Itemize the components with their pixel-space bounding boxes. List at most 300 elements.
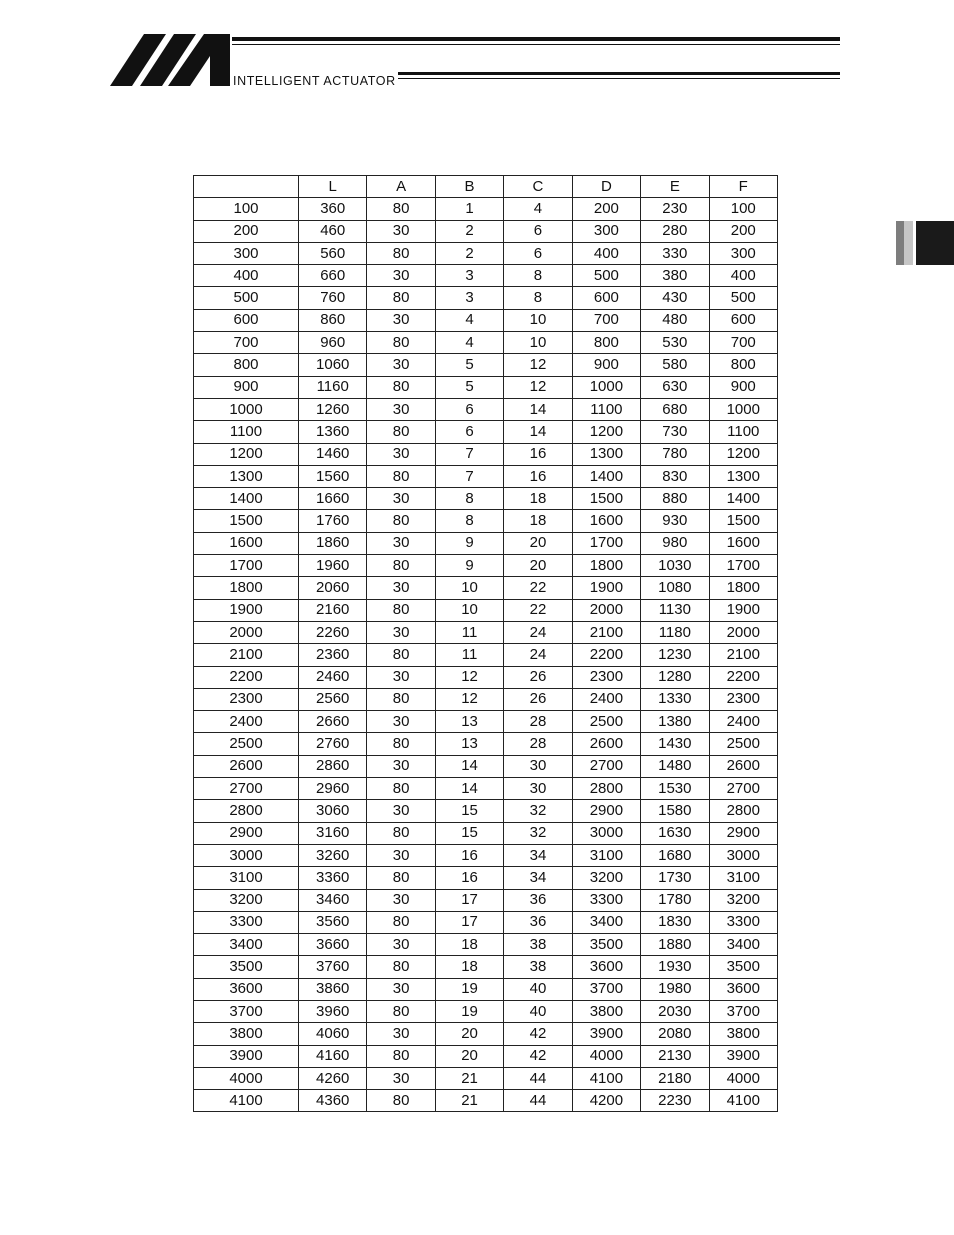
table-cell: 400 [194, 265, 299, 287]
table-cell: 3700 [194, 1000, 299, 1022]
table-row [194, 688, 778, 710]
table-cell: 2160 [299, 599, 367, 621]
table-cell: 1400 [709, 488, 777, 510]
table-cell: 3760 [299, 956, 367, 978]
table-cell: 30 [367, 800, 435, 822]
table-cell: 1360 [299, 421, 367, 443]
table-cell: 460 [299, 220, 367, 242]
table-cell: 4360 [299, 1090, 367, 1112]
table-row [194, 711, 778, 733]
table-cell: 1700 [709, 555, 777, 577]
table-cell: 1980 [641, 978, 709, 1000]
table-cell: 38 [504, 956, 572, 978]
table-cell: 2960 [299, 778, 367, 800]
table-cell: 2900 [572, 800, 640, 822]
table-cell: 4100 [709, 1090, 777, 1112]
table-cell: 30 [367, 1023, 435, 1045]
header-rule-top [232, 37, 840, 41]
table-cell: 3900 [572, 1023, 640, 1045]
table-cell: 6 [435, 398, 503, 420]
column-header: L [299, 176, 367, 198]
iai-logo [110, 34, 232, 86]
table-row [194, 733, 778, 755]
table-cell: 80 [367, 510, 435, 532]
table-cell: 2200 [194, 666, 299, 688]
table-cell: 700 [194, 332, 299, 354]
table-cell: 900 [709, 376, 777, 398]
table-cell: 1880 [641, 934, 709, 956]
table-cell: 3500 [194, 956, 299, 978]
table-cell: 1200 [572, 421, 640, 443]
table-cell: 2180 [641, 1067, 709, 1089]
table-cell: 3400 [709, 934, 777, 956]
table-cell: 18 [504, 510, 572, 532]
table-cell: 30 [367, 443, 435, 465]
table-cell: 3600 [709, 978, 777, 1000]
table-cell: 200 [709, 220, 777, 242]
table-cell: 2060 [299, 577, 367, 599]
table-cell: 1300 [572, 443, 640, 465]
table-cell: 560 [299, 242, 367, 264]
table-cell: 1500 [194, 510, 299, 532]
table-cell: 980 [641, 532, 709, 554]
table-cell: 2 [435, 242, 503, 264]
table-cell: 38 [504, 934, 572, 956]
table-row [194, 956, 778, 978]
column-header [194, 176, 299, 198]
table-row [194, 867, 778, 889]
table-cell: 1630 [641, 822, 709, 844]
table-cell: 760 [299, 287, 367, 309]
table-row [194, 198, 778, 220]
chapter-tab [896, 221, 954, 265]
table-cell: 3800 [572, 1000, 640, 1022]
table-cell: 1730 [641, 867, 709, 889]
table-cell: 900 [572, 354, 640, 376]
table-cell: 2500 [572, 711, 640, 733]
table-cell: 1300 [709, 465, 777, 487]
table-cell: 30 [367, 934, 435, 956]
table-cell: 19 [435, 1000, 503, 1022]
table-cell: 3660 [299, 934, 367, 956]
table-row [194, 666, 778, 688]
table-cell: 1700 [572, 532, 640, 554]
table-cell: 30 [367, 309, 435, 331]
table-cell: 80 [367, 822, 435, 844]
table-cell: 80 [367, 911, 435, 933]
table-cell: 800 [709, 354, 777, 376]
table-row [194, 599, 778, 621]
table-cell: 2600 [709, 755, 777, 777]
table-cell: 1060 [299, 354, 367, 376]
table-cell: 3500 [572, 934, 640, 956]
table-cell: 30 [367, 577, 435, 599]
table-cell: 22 [504, 577, 572, 599]
table-cell: 6 [504, 242, 572, 264]
table-cell: 2360 [299, 644, 367, 666]
table-cell: 80 [367, 1000, 435, 1022]
table-cell: 900 [194, 376, 299, 398]
table-cell: 32 [504, 822, 572, 844]
table-cell: 1130 [641, 599, 709, 621]
table-cell: 2100 [709, 644, 777, 666]
table-cell: 2100 [194, 644, 299, 666]
table-row [194, 644, 778, 666]
table-cell: 400 [709, 265, 777, 287]
table-cell: 6 [504, 220, 572, 242]
table-cell: 1960 [299, 555, 367, 577]
table-cell: 14 [435, 755, 503, 777]
column-header: F [709, 176, 777, 198]
table-row [194, 443, 778, 465]
header-rule-mid [398, 72, 840, 75]
table-cell: 1460 [299, 443, 367, 465]
table-cell: 1780 [641, 889, 709, 911]
table-cell: 3700 [709, 1000, 777, 1022]
table-cell: 500 [709, 287, 777, 309]
table-cell: 30 [504, 778, 572, 800]
table-cell: 30 [367, 889, 435, 911]
table-cell: 1330 [641, 688, 709, 710]
table-cell: 80 [367, 376, 435, 398]
table-cell: 3000 [709, 844, 777, 866]
table-cell: 30 [367, 666, 435, 688]
table-cell: 2080 [641, 1023, 709, 1045]
table-cell: 18 [435, 956, 503, 978]
table-cell: 3460 [299, 889, 367, 911]
table-cell: 4260 [299, 1067, 367, 1089]
table-cell: 3000 [572, 822, 640, 844]
table-cell: 1700 [194, 555, 299, 577]
table-cell: 3200 [572, 867, 640, 889]
table-cell: 3160 [299, 822, 367, 844]
table-row [194, 844, 778, 866]
table-cell: 230 [641, 198, 709, 220]
table-cell: 36 [504, 911, 572, 933]
table-cell: 1900 [572, 577, 640, 599]
table-cell: 1860 [299, 532, 367, 554]
table-cell: 30 [367, 1067, 435, 1089]
table-cell: 5 [435, 376, 503, 398]
table-cell: 11 [435, 644, 503, 666]
table-cell: 4100 [572, 1067, 640, 1089]
table-cell: 44 [504, 1090, 572, 1112]
header-rule-mid-thin [398, 78, 840, 79]
table-cell: 21 [435, 1090, 503, 1112]
table-cell: 3 [435, 265, 503, 287]
table-cell: 1660 [299, 488, 367, 510]
table-cell: 26 [504, 688, 572, 710]
table-cell: 10 [435, 577, 503, 599]
table-cell: 300 [194, 242, 299, 264]
table-cell: 800 [194, 354, 299, 376]
table-cell: 1830 [641, 911, 709, 933]
table-cell: 960 [299, 332, 367, 354]
table-cell: 7 [435, 465, 503, 487]
column-header: A [367, 176, 435, 198]
table-cell: 14 [504, 421, 572, 443]
table-cell: 12 [435, 666, 503, 688]
table-cell: 8 [504, 265, 572, 287]
table-cell: 80 [367, 688, 435, 710]
table-cell: 1000 [709, 398, 777, 420]
table-cell: 16 [504, 443, 572, 465]
table-cell: 1180 [641, 621, 709, 643]
table-cell: 2000 [709, 621, 777, 643]
table-cell: 1200 [194, 443, 299, 465]
column-header: D [572, 176, 640, 198]
table-cell: 2460 [299, 666, 367, 688]
table-cell: 1000 [572, 376, 640, 398]
table-cell: 20 [504, 532, 572, 554]
table-cell: 2000 [194, 621, 299, 643]
table-cell: 1400 [572, 465, 640, 487]
table-row [194, 465, 778, 487]
table-cell: 1430 [641, 733, 709, 755]
table-cell: 780 [641, 443, 709, 465]
table-cell: 3900 [194, 1045, 299, 1067]
table-cell: 730 [641, 421, 709, 443]
table-cell: 18 [435, 934, 503, 956]
table-cell: 34 [504, 867, 572, 889]
table-cell: 3860 [299, 978, 367, 1000]
table-cell: 2300 [572, 666, 640, 688]
table-cell: 1100 [194, 421, 299, 443]
table-cell: 2760 [299, 733, 367, 755]
table-cell: 600 [572, 287, 640, 309]
table-cell: 1100 [709, 421, 777, 443]
table-cell: 2400 [572, 688, 640, 710]
table-cell: 1800 [194, 577, 299, 599]
table-cell: 10 [504, 309, 572, 331]
table-cell: 3300 [572, 889, 640, 911]
table-row [194, 510, 778, 532]
table-cell: 2700 [194, 778, 299, 800]
table-cell: 80 [367, 733, 435, 755]
table-cell: 28 [504, 711, 572, 733]
table-cell: 9 [435, 532, 503, 554]
table-cell: 2700 [572, 755, 640, 777]
table-cell: 2600 [572, 733, 640, 755]
table-cell: 300 [709, 242, 777, 264]
table-cell: 1480 [641, 755, 709, 777]
table-cell: 4 [435, 332, 503, 354]
table-row [194, 532, 778, 554]
table-cell: 8 [435, 488, 503, 510]
table-row [194, 978, 778, 1000]
table-cell: 2130 [641, 1045, 709, 1067]
table-cell: 3200 [709, 889, 777, 911]
table-cell: 1500 [709, 510, 777, 532]
table-cell: 500 [572, 265, 640, 287]
table-cell: 2230 [641, 1090, 709, 1112]
table-cell: 3100 [709, 867, 777, 889]
table-cell: 80 [367, 1045, 435, 1067]
table-cell: 100 [194, 198, 299, 220]
table-cell: 2600 [194, 755, 299, 777]
table-cell: 17 [435, 889, 503, 911]
table-cell: 16 [504, 465, 572, 487]
table-cell: 8 [435, 510, 503, 532]
table-cell: 3560 [299, 911, 367, 933]
table-row [194, 822, 778, 844]
table-cell: 15 [435, 800, 503, 822]
table-row [194, 1000, 778, 1022]
table-cell: 2400 [194, 711, 299, 733]
table-cell: 700 [572, 309, 640, 331]
table-cell: 30 [367, 711, 435, 733]
table-cell: 2500 [194, 733, 299, 755]
table-cell: 2660 [299, 711, 367, 733]
table-row [194, 220, 778, 242]
table-cell: 1600 [194, 532, 299, 554]
column-header: E [641, 176, 709, 198]
table-header-row [194, 176, 778, 198]
table-cell: 30 [367, 844, 435, 866]
table-cell: 30 [504, 755, 572, 777]
table-cell: 30 [367, 532, 435, 554]
table-cell: 14 [504, 398, 572, 420]
table-cell: 2400 [709, 711, 777, 733]
table-cell: 3200 [194, 889, 299, 911]
table-cell: 3360 [299, 867, 367, 889]
table-cell: 2560 [299, 688, 367, 710]
table-cell: 80 [367, 778, 435, 800]
table-cell: 22 [504, 599, 572, 621]
table-cell: 30 [367, 265, 435, 287]
table-cell: 3 [435, 287, 503, 309]
table-cell: 1600 [572, 510, 640, 532]
table-row [194, 800, 778, 822]
table-cell: 5 [435, 354, 503, 376]
table-cell: 4000 [572, 1045, 640, 1067]
table-cell: 24 [504, 644, 572, 666]
table-row [194, 265, 778, 287]
table-cell: 30 [367, 755, 435, 777]
table-cell: 830 [641, 465, 709, 487]
table-cell: 12 [504, 376, 572, 398]
table-cell: 600 [194, 309, 299, 331]
table-row [194, 376, 778, 398]
table-cell: 700 [709, 332, 777, 354]
table-cell: 1580 [641, 800, 709, 822]
table-cell: 680 [641, 398, 709, 420]
table-cell: 40 [504, 1000, 572, 1022]
table-row [194, 287, 778, 309]
table-cell: 3400 [194, 934, 299, 956]
table-cell: 3960 [299, 1000, 367, 1022]
table-cell: 200 [572, 198, 640, 220]
table-cell: 1680 [641, 844, 709, 866]
table-cell: 30 [367, 621, 435, 643]
table-cell: 660 [299, 265, 367, 287]
table-row [194, 911, 778, 933]
table-cell: 3100 [572, 844, 640, 866]
table-cell: 14 [435, 778, 503, 800]
table-cell: 28 [504, 733, 572, 755]
table-row [194, 577, 778, 599]
brand-text: INTELLIGENT ACTUATOR [233, 74, 396, 88]
table-cell: 8 [504, 287, 572, 309]
table-cell: 80 [367, 465, 435, 487]
table-cell: 1800 [709, 577, 777, 599]
table-cell: 1300 [194, 465, 299, 487]
table-row [194, 1023, 778, 1045]
table-cell: 80 [367, 287, 435, 309]
table-cell: 21 [435, 1067, 503, 1089]
table-cell: 24 [504, 621, 572, 643]
table-row [194, 309, 778, 331]
table-cell: 4160 [299, 1045, 367, 1067]
table-cell: 80 [367, 198, 435, 220]
table-cell: 2500 [709, 733, 777, 755]
table-cell: 3900 [709, 1045, 777, 1067]
table-cell: 1080 [641, 577, 709, 599]
table-cell: 20 [435, 1023, 503, 1045]
table-cell: 2800 [194, 800, 299, 822]
table-cell: 44 [504, 1067, 572, 1089]
table-cell: 2900 [194, 822, 299, 844]
table-cell: 1000 [194, 398, 299, 420]
table-cell: 4060 [299, 1023, 367, 1045]
table-cell: 2000 [572, 599, 640, 621]
table-cell: 12 [504, 354, 572, 376]
table-cell: 20 [435, 1045, 503, 1067]
column-header: C [504, 176, 572, 198]
table-cell: 480 [641, 309, 709, 331]
table-cell: 3060 [299, 800, 367, 822]
table-cell: 800 [572, 332, 640, 354]
table-row [194, 889, 778, 911]
table-cell: 1230 [641, 644, 709, 666]
table-cell: 1900 [194, 599, 299, 621]
table-cell: 1400 [194, 488, 299, 510]
table-cell: 3700 [572, 978, 640, 1000]
table-cell: 16 [435, 844, 503, 866]
table-cell: 80 [367, 644, 435, 666]
table-cell: 1030 [641, 555, 709, 577]
table-cell: 80 [367, 332, 435, 354]
table-row [194, 934, 778, 956]
table-cell: 2800 [572, 778, 640, 800]
table-cell: 7 [435, 443, 503, 465]
table-row [194, 398, 778, 420]
table-cell: 3500 [709, 956, 777, 978]
table-cell: 1380 [641, 711, 709, 733]
table-cell: 13 [435, 711, 503, 733]
table-cell: 1760 [299, 510, 367, 532]
table-cell: 500 [194, 287, 299, 309]
table-row [194, 354, 778, 376]
table-cell: 80 [367, 867, 435, 889]
table-cell: 13 [435, 733, 503, 755]
table-cell: 380 [641, 265, 709, 287]
table-cell: 42 [504, 1023, 572, 1045]
table-cell: 1 [435, 198, 503, 220]
table-cell: 80 [367, 242, 435, 264]
table-cell: 3100 [194, 867, 299, 889]
table-cell: 6 [435, 421, 503, 443]
table-cell: 1100 [572, 398, 640, 420]
table-cell: 3300 [709, 911, 777, 933]
table-cell: 1560 [299, 465, 367, 487]
table-cell: 80 [367, 599, 435, 621]
table-cell: 30 [367, 978, 435, 1000]
table-cell: 36 [504, 889, 572, 911]
table-cell: 330 [641, 242, 709, 264]
table-cell: 42 [504, 1045, 572, 1067]
table-cell: 2700 [709, 778, 777, 800]
